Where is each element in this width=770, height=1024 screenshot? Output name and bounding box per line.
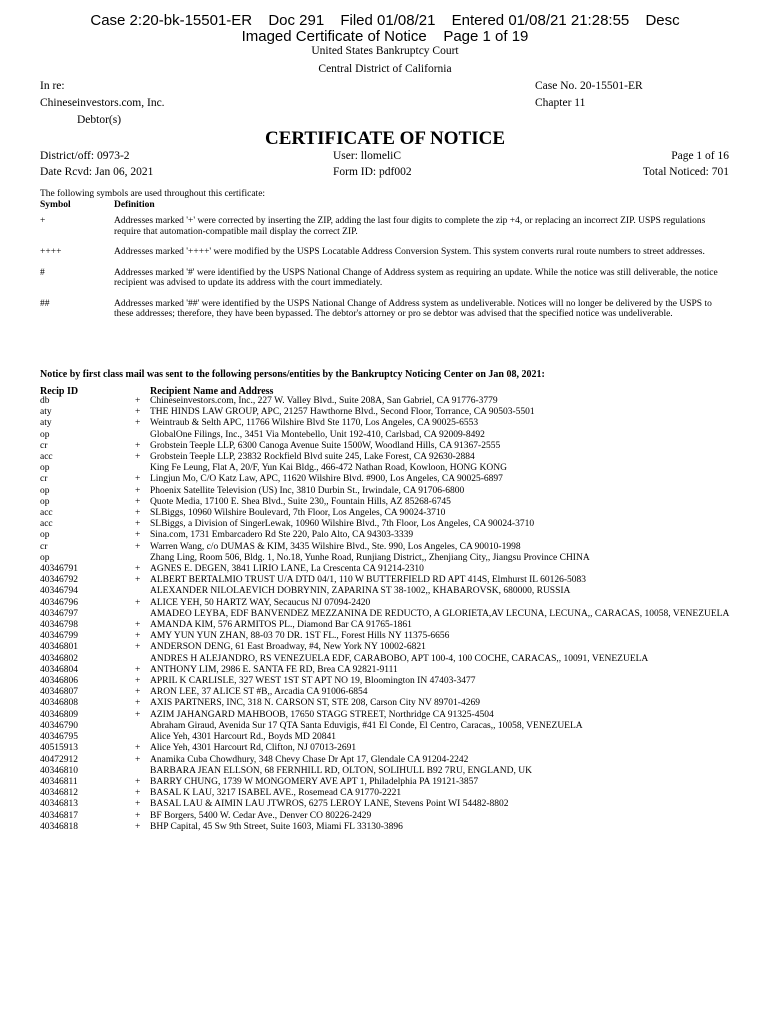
recipient-row <box>40 721 740 732</box>
address-marker: + <box>135 440 141 451</box>
symbol-row <box>40 299 730 320</box>
recipient-id: aty <box>40 418 52 429</box>
recipient-row <box>40 430 740 441</box>
recipient-address: BASAL K LAU, 3217 ISABEL AVE., Rosemead CA 91770-2221 <box>150 788 402 799</box>
recipient-id: 40346796 <box>40 597 78 608</box>
address-marker: + <box>135 508 141 519</box>
recipient-id: acc <box>40 508 53 519</box>
address-marker: + <box>135 474 141 485</box>
address-marker: + <box>135 664 141 675</box>
recipient-row <box>40 553 740 564</box>
address-marker: + <box>135 698 141 709</box>
form-id: Form ID: pdf002 <box>333 166 412 178</box>
address-marker <box>135 586 150 597</box>
address-marker: + <box>135 452 141 463</box>
recipient-row <box>40 396 740 407</box>
recipient-id: 40346792 <box>40 575 78 586</box>
doc-number-stamp: Doc 291 <box>268 12 325 29</box>
recipient-row <box>40 743 740 754</box>
recipient-id: 40515913 <box>40 743 78 754</box>
case-stamp-line <box>0 13 770 29</box>
symbols-legend <box>40 189 730 320</box>
court-district: Central District of California <box>318 63 452 75</box>
recipient-id: 40346809 <box>40 709 78 720</box>
symbol-definition: Addresses marked '##' were identified by the USPS National Change of Address system as undeliverable. Notices will no longer be delivered by the USPS to these addresses; therefore, they have been bypassed. The debtor's attorney or pro se debtor was advised that the specified notice was undeliverable. <box>114 298 712 319</box>
recipient-address: ALBERT BERTALMIO TRUST U/A DTD 04/1, 110 W BUTTERFIELD RD APT 414S, Elmhurst IL 60126-5083 <box>150 575 586 586</box>
recipient-address: AGNES E. DEGEN, 3841 LIRIO LANE, La Crescenta CA 91214-2310 <box>150 564 424 575</box>
symbol-definition: Addresses marked '+' were corrected by inserting the ZIP, adding the last four digits to complete the zip +4, or replacing an incorrect ZIP. USPS regulations require that automation-compatible mail display the correct ZIP. <box>114 216 706 237</box>
recipient-row <box>40 811 740 822</box>
recipient-row <box>40 575 740 586</box>
recipient-address: Lingjun Mo, C/O Katz Law, APC, 11620 Wilshire Blvd. #900, Los Angeles, CA 90025-6897 <box>150 474 503 485</box>
recipient-id: 40346790 <box>40 720 78 731</box>
address-marker <box>135 430 150 441</box>
address-marker: + <box>135 754 141 765</box>
recipient-address: SLBiggs, 10960 Wilshire Boulevard, 7th Floor, Los Angeles, CA 90024-3710 <box>150 508 446 519</box>
symbol-row <box>40 268 730 289</box>
symbol: ++++ <box>40 247 62 257</box>
address-marker: + <box>135 496 141 507</box>
recipient-row <box>40 788 740 799</box>
recipient-row <box>40 777 740 788</box>
recipient-row <box>40 631 740 642</box>
symbols-intro: The following symbols are used throughout this certificate: <box>40 189 266 199</box>
address-marker: + <box>135 620 141 631</box>
recipient-address: ANDRES H ALEJANDRO, RS VENEZUELA EDF, CARABOBO, APT 100-4, 100 COCHE, CARACAS,, 10091, VENEZUELA <box>150 653 649 664</box>
court-name: United States Bankruptcy Court <box>311 45 459 57</box>
recipient-id: 40346798 <box>40 620 78 631</box>
entered-date-stamp: Entered 01/08/21 21:28:55 <box>451 12 630 29</box>
filed-date-stamp: Filed 01/08/21 <box>340 12 436 29</box>
recipient-address: SLBiggs, a Division of SingerLewak, 10960 Wilshire Blvd., 7th Floor, Los Angeles, CA 90024-3710 <box>150 519 535 530</box>
recipient-id: 40346799 <box>40 631 78 642</box>
recipient-id: op <box>40 552 50 563</box>
recipient-address: Warren Wang, c/o DUMAS & KIM, 3435 Wilshire Blvd., Ste. 990, Los Angeles, CA 90010-1998 <box>150 541 521 552</box>
recipient-id: 40346794 <box>40 586 78 597</box>
recipient-address: Chineseinvestors.com, Inc., 227 W. Valley Blvd., Suite 208A, San Gabriel, CA 91776-3779 <box>150 396 498 406</box>
recipient-id: 40346813 <box>40 799 78 810</box>
in-re-label: In re: <box>40 80 65 92</box>
address-marker: + <box>135 564 141 575</box>
recipient-id: aty <box>40 407 52 418</box>
recipient-id: 40346811 <box>40 776 78 787</box>
page-count: Page 1 of 16 <box>671 150 729 162</box>
recipient-address: BARRY CHUNG, 1739 W MONGOMERY AVE APT 1, Philadelphia PA 19121-3857 <box>150 776 479 787</box>
recipient-row <box>40 452 740 463</box>
recipient-address: ANDERSON DENG, 61 East Broadway, #4, New York NY 10002-6821 <box>150 642 426 653</box>
address-marker: + <box>135 788 141 799</box>
recipient-id: 40346804 <box>40 664 78 675</box>
recipient-row <box>40 822 740 833</box>
address-marker: + <box>135 597 141 608</box>
recipient-address: AMADEO LEYBA, EDF BANVENDEZ MEZZANINA DE REDUCTO, A GLORIETA,AV LECUNA, LECUNA,, CARACAS, 10058, VENEZUELA <box>150 608 730 619</box>
recipient-row <box>40 418 740 429</box>
debtor-name: Chineseinvestors.com, Inc. <box>40 97 165 109</box>
address-marker: + <box>135 418 141 429</box>
recipient-id: db <box>40 396 50 406</box>
recipient-address: Abraham Giraud, Avenida Sur 17 QTA Santa Eduvigis, #41 El Conde, El Centro, Caracas,, 10058, VENEZUELA <box>150 720 583 731</box>
recipient-row <box>40 710 740 721</box>
address-marker: + <box>135 676 141 687</box>
recipient-address: AMANDA KIM, 576 ARMITOS PL., Diamond Bar CA 91765-1861 <box>150 620 412 631</box>
recipient-id: 40346818 <box>40 821 78 832</box>
address-marker: + <box>135 530 141 541</box>
address-marker: + <box>135 799 141 810</box>
recipient-address: ALEXANDER NILOLAEVICH DOBRYNIN, ZAPARINA ST 38-1002,, KHABAROVSK, 680000, RUSSIA <box>150 586 571 597</box>
recipient-id: cr <box>40 541 48 552</box>
recipient-address: Weintraub & Selth APC, 11766 Wilshire Blvd Ste 1170, Los Angeles, CA 90025-6553 <box>150 418 479 429</box>
address-marker <box>135 553 150 564</box>
recipient-address: GlobalOne Filings, Inc., 3451 Via Montebello, Unit 192-410, Carlsbad, CA 92009-8492 <box>150 429 485 440</box>
recipient-row <box>40 564 740 575</box>
address-marker: + <box>135 642 141 653</box>
recipient-address: Anamika Cuba Chowdhury, 348 Chevy Chase Dr Apt 17, Glendale CA 91204-2242 <box>150 754 469 765</box>
recipient-address: BARBARA JEAN ELLSON, 68 FERNHILL RD, OLTON, SOLIHULL B92 7RU, ENGLAND, UK <box>150 765 532 776</box>
address-marker <box>135 609 150 620</box>
recipient-row <box>40 799 740 810</box>
recipient-address: ANTHONY LIM, 2986 E. SANTA FE RD, Brea CA 92821-9111 <box>150 664 398 675</box>
recipient-id: 40346802 <box>40 653 78 664</box>
recipient-address: Quote Media, 17100 E. Shea Blvd., Suite 230,, Fountain Hills, AZ 85268-6745 <box>150 496 451 507</box>
recipient-id: op <box>40 485 50 496</box>
recipient-address: ALICE YEH, 50 HARTZ WAY, Secaucus NJ 07094-2420 <box>150 597 371 608</box>
address-marker: + <box>135 743 141 754</box>
recipient-address: BF Borgers, 5400 W. Cedar Ave., Denver CO 80226-2429 <box>150 810 372 821</box>
symbol-definition: Addresses marked '#' were identified by the USPS National Change of Address system as requiring an update. While the notice was still deliverable, the notice recipient was advised to update its address with the court immediately. <box>114 267 718 288</box>
recipient-address: Alice Yeh, 4301 Harcourt Rd., Boyds MD 20841 <box>150 732 337 743</box>
address-marker: + <box>135 821 141 832</box>
symbol-definition: Addresses marked '++++' were modified by the USPS Locatable Address Conversion System. This system converts rural route numbers to street addresses. <box>114 247 705 257</box>
recipient-address: King Fe Leung, Flat A, 20/F, Yun Kai Bldg., 466-472 Nathan Road, Kowloon, HONG KONG <box>150 463 507 474</box>
recipient-address: AXIS PARTNERS, INC, 318 N. CARSON ST, STE 208, Carson City NV 89701-4269 <box>150 698 480 709</box>
recipient-id: 40346807 <box>40 687 78 698</box>
recipient-row <box>40 698 740 709</box>
total-noticed: Total Noticed: 701 <box>642 166 729 178</box>
page-stamp-line: Imaged Certificate of Notice Page 1 of 19 <box>241 28 529 45</box>
recipient-address: AZIM JAHANGARD MAHBOOB, 17650 STAGG STREET, Northridge CA 91325-4504 <box>150 709 494 720</box>
recipient-id: 40346795 <box>40 732 78 743</box>
recipient-address: Zhang Ling, Room 506, Bldg. 1, No.18, Yunhe Road, Runjiang District,, Zhenjiang City,, Jiangsu Province CHINA <box>150 552 590 563</box>
recipient-id: 40346801 <box>40 642 78 653</box>
symbol-row <box>40 247 730 258</box>
address-marker: + <box>135 631 141 642</box>
recipient-row <box>40 676 740 687</box>
recipients-list <box>40 396 740 833</box>
recip-name-header: Recipient Name and Address <box>150 386 274 397</box>
recipient-id: 40346808 <box>40 698 78 709</box>
debtor-label: Debtor(s) <box>77 114 122 126</box>
recipient-row <box>40 474 740 485</box>
recipient-address: Grobstein Teeple LLP, 23832 Rockfield Blvd suite 245, Lake Forest, CA 92630-2884 <box>150 452 475 463</box>
recipient-address: THE HINDS LAW GROUP, APC, 21257 Hawthorne Blvd., Second Floor, Torrance, CA 90503-5501 <box>150 407 535 418</box>
symbol-column-header: Symbol <box>40 200 71 210</box>
district-office: District/off: 0973-2 <box>40 150 130 162</box>
address-marker: + <box>135 485 141 496</box>
symbol-row <box>40 216 730 237</box>
case-number-stamp: Case 2:20-bk-15501-ER <box>90 12 253 29</box>
recipient-row <box>40 665 740 676</box>
recipient-row <box>40 542 740 553</box>
recipient-id: 40346791 <box>40 564 78 575</box>
address-marker: + <box>135 776 141 787</box>
recipient-row <box>40 609 740 620</box>
recipient-id: acc <box>40 452 53 463</box>
recipient-row <box>40 620 740 631</box>
recipient-row <box>40 530 740 541</box>
recipient-address: Phoenix Satellite Television (US) Inc, 3810 Durbin St., Irwindale, CA 91706-6800 <box>150 485 465 496</box>
recipient-row <box>40 755 740 766</box>
recipient-id: 40346806 <box>40 676 78 687</box>
symbol: # <box>40 267 45 278</box>
recipient-row <box>40 497 740 508</box>
recipient-address: Alice Yeh, 4301 Harcourt Rd, Clifton, NJ 07013-2691 <box>150 743 357 754</box>
recipient-row <box>40 766 740 777</box>
address-marker: + <box>135 687 141 698</box>
user-label: User: llomeliC <box>333 150 402 162</box>
recipient-row <box>40 598 740 609</box>
address-marker <box>135 654 150 665</box>
symbol: ## <box>40 298 50 309</box>
recipient-address: AMY YUN YUN ZHAN, 88-03 70 DR. 1ST FL., Forest Hills NY 11375-6656 <box>150 631 450 642</box>
recipient-id: 40346817 <box>40 810 78 821</box>
address-marker: + <box>135 810 141 821</box>
address-marker <box>135 721 150 732</box>
address-marker: + <box>135 519 141 530</box>
recipient-address: BHP Capital, 45 Sw 9th Street, Suite 1603, Miami FL 33130-3896 <box>150 821 403 832</box>
recipient-address: ARON LEE, 37 ALICE ST #B,, Arcadia CA 91006-6854 <box>150 687 368 698</box>
recipient-id: 40472912 <box>40 754 78 765</box>
address-marker: + <box>135 396 141 406</box>
recipient-id: 40346797 <box>40 608 78 619</box>
recipient-address: Sina.com, 1731 Embarcadero Rd Ste 220, Palo Alto, CA 94303-3339 <box>150 530 414 541</box>
address-marker <box>135 766 150 777</box>
recipient-address: Grobstein Teeple LLP, 6300 Canoga Avenue Suite 1500W, Woodland Hills, CA 91367-2555 <box>150 440 501 451</box>
recipient-id: op <box>40 496 50 507</box>
address-marker: + <box>135 407 141 418</box>
recipient-id: acc <box>40 519 53 530</box>
address-marker <box>135 732 150 743</box>
notice-statement: Notice by first class mail was sent to the following persons/entities by the Bankruptcy Noticing Center on Jan 08, 2021: <box>40 369 545 380</box>
document-title: CERTIFICATE OF NOTICE <box>264 128 506 149</box>
address-marker <box>135 463 150 474</box>
recipient-id: op <box>40 530 50 541</box>
symbol: + <box>40 216 46 226</box>
recipient-id: cr <box>40 474 48 485</box>
recipient-id: op <box>40 463 50 474</box>
definition-column-header: Definition <box>114 200 155 210</box>
recipient-row <box>40 486 740 497</box>
recipient-id: 40346812 <box>40 788 78 799</box>
recipient-row <box>40 463 740 474</box>
date-received: Date Rcvd: Jan 06, 2021 <box>40 166 154 178</box>
recipient-row <box>40 654 740 665</box>
symbols-header <box>40 200 730 211</box>
recipient-address: APRIL K CARLISLE, 327 WEST 1ST ST APT NO 19, Bloomington IN 47403-3477 <box>150 676 476 687</box>
recipient-row <box>40 732 740 743</box>
recipient-row <box>40 441 740 452</box>
recipient-row <box>40 519 740 530</box>
address-marker: + <box>135 709 141 720</box>
recipient-row <box>40 642 740 653</box>
recipient-row <box>40 586 740 597</box>
recipient-id: op <box>40 429 50 440</box>
recipient-id: 40346810 <box>40 765 78 776</box>
recipient-row <box>40 407 740 418</box>
desc-stamp: Desc <box>645 12 680 29</box>
recipient-address: BASAL LAU & AIMIN LAU JTWROS, 6275 LEROY LANE, Stevens Point WI 54482-8802 <box>150 799 509 810</box>
recip-id-header: Recip ID <box>40 386 79 397</box>
recipient-id: cr <box>40 440 48 451</box>
recipient-row <box>40 508 740 519</box>
address-marker: + <box>135 575 141 586</box>
chapter: Chapter 11 <box>535 97 586 109</box>
address-marker: + <box>135 541 141 552</box>
case-number: Case No. 20-15501-ER <box>535 80 643 92</box>
recipient-row <box>40 687 740 698</box>
